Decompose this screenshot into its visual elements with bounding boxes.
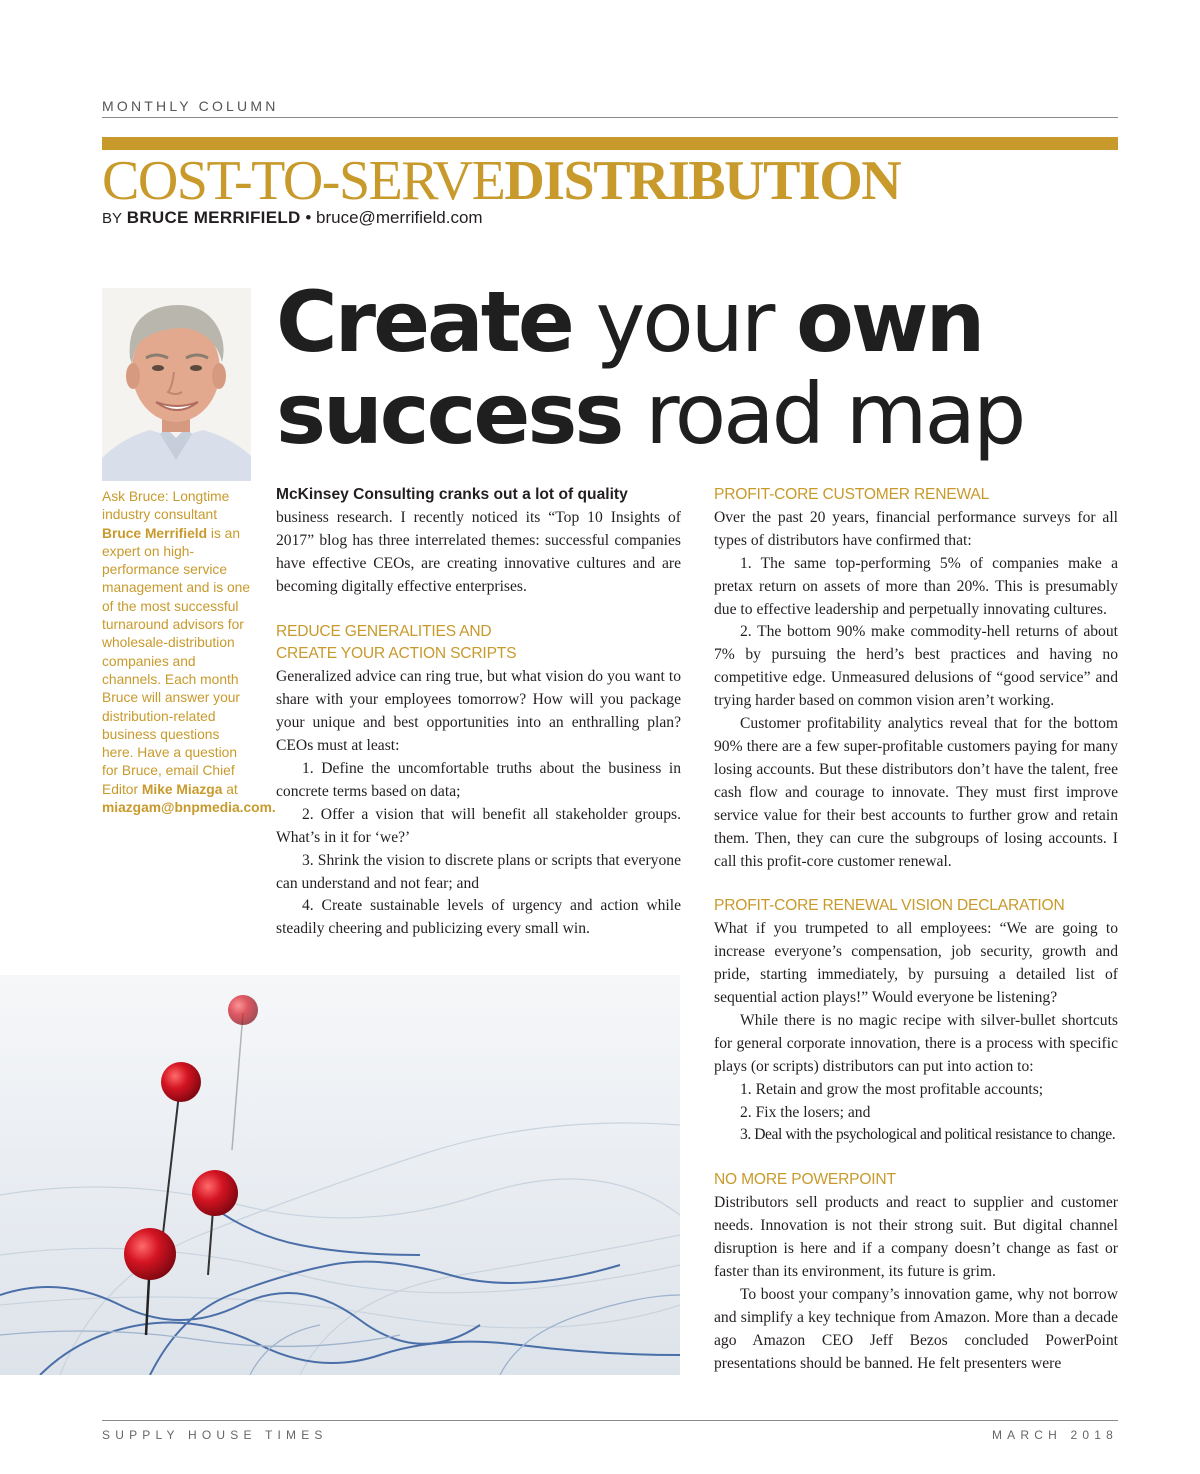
- article-column-right: [714, 484, 1118, 1376]
- bio-text-1: Ask Bruce: Longtime industry consultant: [102, 489, 230, 523]
- list-item: 3. Deal with the psychological and political resistance to change.: [740, 1126, 1116, 1144]
- header-rule: [102, 117, 1118, 118]
- headline-words-road-map: road map: [645, 365, 1024, 463]
- footer-date: MARCH 2018: [991, 1428, 1118, 1442]
- paragraph: What if you trumpeted to all employees: “We are going to increase everyone’s compensation, job security, growth and pride, starting immediately, by pursuing a detailed list of sequential action plays!” Would everyone be listening?: [714, 920, 1118, 1007]
- gold-bar: [102, 137, 1118, 150]
- headline-word-success: success: [276, 365, 622, 463]
- column-title-light: COST-TO-SERVE: [102, 150, 505, 212]
- author-portrait: [102, 288, 251, 481]
- numbered-item: 4. Create sustainable levels of urgency and action while steadily cheering and publicizing every small win.: [276, 897, 681, 938]
- section-heading-customer-renewal: PROFIT-CORE CUSTOMER RENEWAL: [714, 486, 990, 503]
- paragraph: Customer profitability analytics reveal that for the bottom 90% there are a few super-profitable customers paying for many losing accounts. But these distributors don’t have the talent, free cash flow and courage to innovate. They must first improve service value for their best accounts to further grow and retain them. Then, they can cure the subgroups of losing accounts. I call this profit-core customer renewal.: [714, 715, 1118, 870]
- section-heading-reduce-generalities: [276, 621, 681, 667]
- map-with-pins-illustration: [0, 975, 680, 1375]
- paragraph: To boost your company’s innovation game, why not borrow and simplify a key technique from Amazon. More than a decade ago Amazon CEO Jeff Bezos concluded PowerPoint presentations should be banned. He felt presenters were: [714, 1285, 1118, 1372]
- lead-line: McKinsey Consulting cranks out a lot of quality: [276, 486, 628, 503]
- byline-by: BY: [102, 210, 123, 227]
- section-heading-line-2: CREATE YOUR ACTION SCRIPTS: [276, 645, 517, 663]
- headline: [276, 273, 1136, 463]
- numbered-item: 1. Define the uncomfortable truths about the business in concrete terms based on data;: [276, 759, 681, 800]
- bio-text-2: is an expert on high-performance service management and is one of the most successful turnaround advisors for wholesale-distribution companies and channels. Each month Bruce will answer your distribution-related business questions here. Have a question for Bruce, email Chief Editor: [102, 525, 251, 797]
- section-heading-vision-declaration: PROFIT-CORE RENEWAL VISION DECLARATION: [714, 897, 1065, 915]
- paragraph: Distributors sell products and react to supplier and customer needs. Innovation is not their strong suit. But digital channel disruption is here and if a company doesn’t change as fast or faster than its environment, its future is grim.: [714, 1194, 1118, 1280]
- numbered-item: 2. Offer a vision that will benefit all stakeholder groups. What’s in it for ‘we?’: [276, 805, 681, 846]
- bio-text-3: at: [222, 781, 238, 797]
- section-heading-line-1: REDUCE GENERALITIES AND: [276, 622, 492, 640]
- author-bio-sidebar: [102, 488, 276, 817]
- intro-paragraph: business research. I recently noticed its “Top 10 Insights of 2017” blog has three interrelated themes: successful companies have effective CEOs, are creating innovative cultures and are becoming digitally effective enterprises.: [276, 508, 681, 595]
- paragraph: Over the past 20 years, financial performance surveys for all types of distributors have confirmed that:: [714, 508, 1118, 549]
- article-column-middle: [276, 484, 681, 941]
- author-portrait-illustration: [102, 288, 251, 481]
- section-heading-no-more-powerpoint: NO MORE POWERPOINT: [714, 1171, 896, 1189]
- bio-editor-email[interactable]: miazgam@bnpmedia.com.: [102, 800, 276, 816]
- bio-editor-name: Mike Miazga: [141, 781, 223, 797]
- list-item: 1. Retain and grow the most profitable accounts;: [740, 1080, 1044, 1098]
- byline: [102, 208, 483, 228]
- column-title-bold: DISTRIBUTION: [504, 150, 901, 212]
- bio-author-name: Bruce Merrifield: [102, 525, 208, 541]
- byline-email: bruce@merrifield.com: [316, 208, 483, 227]
- footer-publication: SUPPLY HOUSE TIMES: [102, 1428, 328, 1442]
- byline-separator: •: [305, 208, 312, 227]
- headline-word-create: Create: [276, 273, 572, 371]
- footer-rule: [102, 1420, 1118, 1421]
- headline-word-your: your: [595, 273, 773, 371]
- numbered-item: 2. The bottom 90% make commodity-hell returns of about 7% by pursuing the herd’s best practices and having no competitive edge. Unmeasured delusions of “good service” and trying harder based on common vision aren’t working.: [714, 623, 1118, 710]
- headline-word-own: own: [796, 273, 983, 371]
- byline-author: BRUCE MERRIFIELD: [126, 208, 301, 227]
- paragraph: While there is no magic recipe with silver-bullet shortcuts for general corporate innovation, there is a process with specific plays (or scripts) distributors can put into action to:: [714, 1011, 1118, 1075]
- column-kicker: MONTHLY COLUMN: [102, 98, 279, 114]
- numbered-item: 1. The same top-performing 5% of companies make a pretax return on assets of more than 20%. This is presumably due to effective leadership and perpetually innovating cultures.: [714, 554, 1118, 618]
- list-item: 2. Fix the losers; and: [740, 1103, 871, 1121]
- paragraph: Generalized advice can ring true, but what vision do you want to share with your employees tomorrow? How will you package your unique and best opportunities into an enthralling plan? CEOs must at least:: [276, 668, 681, 755]
- column-title: [102, 150, 900, 212]
- map-pins-photo: [0, 975, 680, 1375]
- numbered-item: 3. Shrink the vision to discrete plans or scripts that everyone can understand and not fear; and: [276, 851, 681, 892]
